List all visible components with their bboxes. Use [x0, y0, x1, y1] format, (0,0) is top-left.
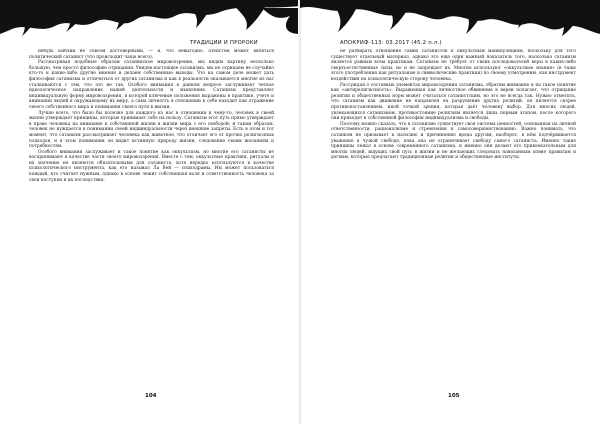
running-header: АПОКРИФ-113: 03.2017 (45.2 п.л.) — [340, 40, 442, 46]
paragraph: Рассматривая подобные образом сатанинское мировоззрение, мы видим картину несколько большую, чем просто философию отрицания. Увидев настоящее сатанизма, мы не отрицаем не случайно кто-то и какие-либо другие мнения и делаем собственные выводы. Что на самом деле может дать философия сатанизма и отличиться от других сатанизма и как в реальности оказывается многие из нас сталкиваются с тем, что это не так. Особого внимания в данном вопросе заслуживает четкое идеологическое направление нашей деятельности и мышления. Сатанизм представляет индивидуальную форму мировоззрения, в которой ключевые положения выражены в практике, учете и внимании людей к окружающему их миру, а сама личность в отношении к себе находит как отражение своего собственного мира и понимания своего пути в жизни. — [29, 60, 274, 110]
paragraph: Особого внимания заслуживает и такое понятие как оккультизм, но многие его сатанисты не воспринимают в качестве части своего мировоззрения. Вместе с тем, оккультные практики, ритуалы и их значение не являются обязательными для сатаниста, хотя нередко используются в качестве психологического инструмента, как его называл Ла Вей — психодрамы. Им может пользоваться каждый, кто считает нужным, однако в основе лежит собственная воля и ответственность человека за свои поступки и их последствия. — [29, 149, 274, 183]
body-text — [331, 49, 576, 387]
paragraph: Рассуждая о составных элементах мировоззрения сатанизма, обратим внимание и на такое понятие как «антирелигиозность». Выраженная как личностное обвинение в вереи полагает, что отрицание религии и общественных норм может считаться сатанистским, но это не всегда так. Нужно отметить, что сатанизм как движение не направлен на разрушение других религий, он является скорее противопоставлением, иной точкой зрения, которая даёт человеку выбор. Для многих людей, увлекающихся сатанизмом, противостояние религиям является лишь первым этапом, после которого они приходят к собственной философии индивидуализма и свободы. — [331, 82, 576, 122]
page-number: 104 — [145, 393, 157, 399]
paragraph: не разбирать отношение самих сатанистов к оккультным манипуляциям, поскольку для того существует отдельный материал, однако это еще один важный показатель того, насколько сатанизм является равным всем практикам. Сатанизм не требует от своих последователей веры в какие-либо сверхъестественные силы, но и не запрещает их. Многие используют «оккультные знания» (в чаще этого употребления как ритуальные и символические практики) по своему усмотрению, как инструмент воздействия на психологическую сторону человека. — [331, 49, 576, 82]
body-text — [29, 49, 274, 387]
paragraph: небудь Библии не совсем достоверными, — и, что невыгодно, атеистом может являться политический сатанист (что происходит чаще всего). — [29, 49, 274, 60]
paragraph: Поэтому можно сказать, что в сатанизме существует своя система ценностей, основанная на личной ответственности, рационализме и стремлении к самосовершенствованию. Важно понимать, что сатанизм не призывает к насилию и причинению вреда другим, наоборот, в нём подчёркивается уважение к чужой свободе, пока она не ограничивает свободу самого сатаниста. Именно такие принципы лежат в основе современного сатанизма, и именно они делают его привлекательным для многих людей, ищущих свой путь в жизни и не желающих следовать навязанным извне правилам и догмам, которые предлагают традиционные религии и общественные институты. — [331, 121, 576, 161]
right-page — [300, 0, 600, 424]
paragraph: Лучше всего, что было бы полезно для каждого из нас в отношении к чему-то, человек в своей жизни утверждает принципы, которые принимает себе на пользу. Сатанизм этот путь прямо утверждает в праве человека на внимание к собственной жизни в жизни мира с его свободой; и таким образом, человек не нуждается в понимании своей индивидуальности через внешние запреты. Есть в этом и тот момент, что сатанизм рассматривает человека как животное, что отличает его от прочих религиозных подходов, и в этом понимании он видит истинную природу жизни, следование своим желаниям и потребностям. — [29, 110, 274, 150]
running-header: ТРАДИЦИИ И ПРОРОКИ — [189, 40, 258, 46]
page-number: 105 — [448, 393, 460, 399]
